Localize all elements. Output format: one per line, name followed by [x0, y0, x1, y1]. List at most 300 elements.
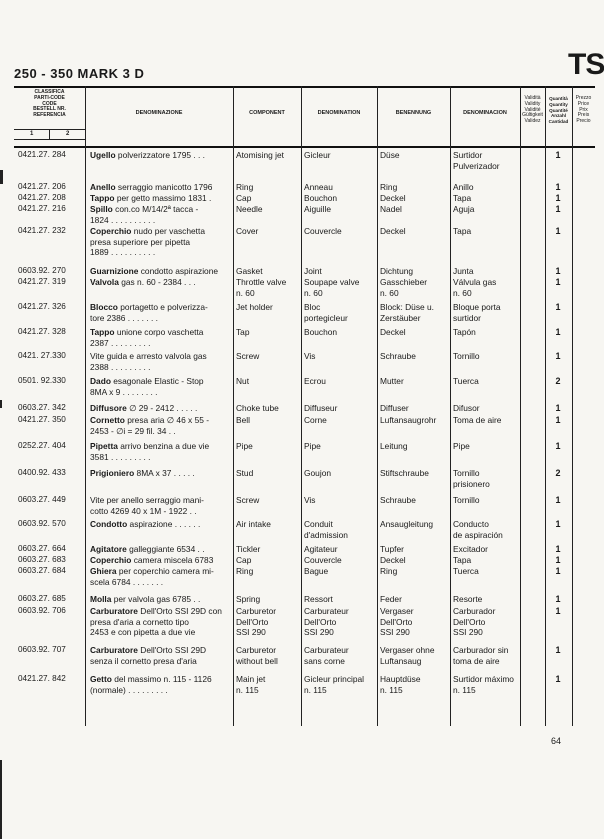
description-text: presa aria ∅ 46 x 55 - — [124, 415, 209, 425]
french-denomination: Corne — [304, 415, 327, 425]
quantity: 1 — [555, 519, 561, 529]
part-code: 0501. 92.330 — [18, 376, 66, 385]
part-name: Pipetta — [90, 441, 118, 451]
quantity: 1 — [555, 266, 561, 276]
german-benennung: Ansaugleitung — [380, 519, 434, 529]
part-name: Carburatore — [90, 606, 138, 616]
italian-description — [90, 544, 205, 555]
german-benennung: SSI 290 — [380, 627, 410, 637]
description-text: nudo per vaschetta — [131, 226, 205, 236]
english-component: Pipe — [236, 441, 253, 451]
french-denomination: Goujon — [304, 468, 332, 478]
french-denomination: Ecrou — [304, 376, 326, 386]
french-denomination: Bouchon — [304, 193, 338, 203]
english-component: n. 60 — [236, 287, 255, 298]
spanish-denominacion: Pulverizador — [453, 160, 500, 171]
part-name: Tappo — [90, 327, 115, 337]
italian-description — [90, 555, 213, 566]
part-name: Agitatore — [90, 544, 127, 554]
french-denomination: Vis — [304, 351, 316, 361]
description-text: 2453 e con pipetta a due vie — [90, 627, 196, 637]
left-edge-binding-mark — [0, 170, 3, 184]
quantity-column-header: Quantità Quantity Quantité Anzahl Cantidad — [548, 96, 569, 125]
german-benennung: Leitung — [380, 441, 408, 451]
section-corner-mark: TS — [568, 48, 604, 81]
part-name: Coperchio — [90, 555, 132, 565]
quantity: 1 — [555, 403, 561, 413]
part-code: 0421.27. 350 — [18, 415, 66, 424]
french-denomination: Agitateur — [304, 544, 338, 554]
quantity: 1 — [555, 544, 561, 554]
part-name: Anello — [90, 182, 116, 192]
german-benennung: Luftansaugrohr — [380, 415, 437, 425]
description-text: (normale) . . . . . . . . . — [90, 684, 168, 695]
page-title: 250 - 350 MARK 3 D — [14, 66, 145, 81]
part-name: Guarnizione — [90, 266, 139, 276]
description-text: 8MA x 37 . . . . . — [134, 468, 195, 478]
description-text: Vite guida e arresto valvola gas — [90, 351, 207, 361]
english-component: Throttle valve — [236, 277, 287, 287]
french-denomination: portegicleur — [304, 312, 348, 323]
description-text: per getto massimo 1831 . — [114, 193, 212, 203]
german-benennung: Ring — [380, 566, 398, 576]
spanish-denominacion: surtidor — [453, 312, 481, 323]
quantity: 1 — [555, 566, 561, 576]
part-code: 0603.27. 684 — [18, 566, 66, 575]
quantity: 1 — [555, 606, 561, 616]
description-text: scela 6784 . . . . . . . — [90, 576, 164, 587]
english-component: Screw — [236, 351, 260, 361]
part-code: 0603.27. 449 — [18, 495, 66, 504]
italian-description — [90, 182, 212, 193]
french-denomination: Carburateur — [304, 645, 349, 655]
column-divider — [545, 86, 546, 726]
spanish-denominacion: Junta — [453, 266, 474, 276]
quantity: 2 — [555, 468, 561, 478]
description-text: con.co M/14/2ª tacca - — [112, 204, 199, 214]
quantity: 1 — [555, 495, 561, 505]
italian-description — [90, 266, 218, 277]
denomination-column-header: DENOMINATION — [317, 110, 361, 116]
english-component: Screw — [236, 495, 260, 505]
description-text: 1889 . . . . . . . . . . — [90, 247, 156, 257]
spanish-denominacion: Tornillo — [453, 495, 480, 505]
part-code: 0421.27. 216 — [18, 204, 66, 213]
english-component: Atomising jet — [236, 150, 284, 160]
part-code: 0400.92. 433 — [18, 468, 66, 477]
french-denomination: Bouchon — [304, 327, 338, 337]
description-text: del massimo n. 115 - 1126 — [111, 674, 212, 684]
italian-description — [90, 215, 155, 226]
italian-description — [90, 685, 168, 696]
code-subcolumn-2: 2 — [66, 131, 70, 137]
english-component: n. 115 — [236, 684, 259, 695]
french-denomination: Dell'Orto — [304, 616, 337, 627]
french-denomination: Couvercle — [304, 226, 342, 236]
column-divider — [572, 86, 573, 726]
german-benennung: Düse — [380, 150, 400, 160]
french-denomination: Soupape valve — [304, 277, 360, 287]
italian-description — [90, 566, 214, 577]
description-text: 2387 . . . . . . . . . — [90, 337, 151, 348]
quantity: 1 — [555, 327, 561, 337]
part-code: 0603.27. 683 — [18, 555, 66, 564]
description-text: presa d'aria a cornetto tipo — [90, 616, 189, 627]
left-edge-binding-mark — [0, 760, 2, 839]
english-component: Cover — [236, 226, 259, 236]
italian-description — [90, 403, 197, 414]
french-denomination: d'admission — [304, 529, 348, 540]
description-text: arrivo benzina a due vie — [117, 441, 210, 451]
spanish-denominacion: n. 115 — [453, 684, 476, 695]
column-divider — [450, 86, 451, 726]
description-text: 2453 - ∅i = 29 fil. 34 . . — [90, 425, 176, 436]
part-code: 0421.27. 284 — [18, 150, 66, 159]
french-denomination: Bloc — [304, 302, 321, 312]
description-text: Dell'Orto SSI 29D — [137, 645, 207, 655]
spanish-denominacion: Surtidor máximo — [453, 674, 514, 684]
quantity: 1 — [555, 193, 561, 203]
quantity: 1 — [555, 351, 561, 361]
spanish-denominacion: Tapón — [453, 327, 476, 337]
description-text: esagonale Elastic - Stop — [110, 376, 204, 386]
french-denomination: Anneau — [304, 182, 333, 192]
spanish-denominacion: Difusor — [453, 403, 480, 413]
part-code: 0421.27. 319 — [18, 277, 66, 286]
italian-description — [90, 594, 200, 605]
italian-description — [90, 338, 151, 349]
description-text: per coperchio camera mi- — [116, 566, 214, 576]
french-denomination: Gicleur — [304, 150, 331, 160]
description-text: unione corpo vaschetta — [114, 327, 204, 337]
component-column-header: COMPONENT — [249, 110, 285, 116]
description-text: condotto aspirazione — [138, 266, 219, 276]
part-name: Coperchio — [90, 226, 132, 236]
italian-description — [90, 452, 151, 463]
description-text: 3581 . . . . . . . . . — [90, 451, 151, 462]
spanish-denominacion: toma de aire — [453, 655, 500, 666]
italian-description — [90, 617, 189, 628]
description-text: Vite per anello serraggio mani- — [90, 495, 204, 505]
spanish-denominacion: Tapa — [453, 193, 472, 203]
german-benennung: Tupfer — [380, 544, 404, 554]
description-text: polverizzatore 1795 . . . — [115, 150, 205, 160]
description-text: 8MA x 9 . . . . . . . . — [90, 386, 158, 397]
italian-description — [90, 645, 206, 656]
english-component: without bell — [236, 655, 278, 666]
spanish-denominacion: Tuerca — [453, 376, 479, 386]
german-benennung: Stiftschraube — [380, 468, 429, 478]
english-component: Dell'Orto — [236, 616, 269, 627]
spanish-denominacion: Aguja — [453, 204, 475, 214]
description-text: cotto 4269 40 x 1M - 1922 . . — [90, 505, 197, 516]
denominacion-column-header: DENOMINACION — [463, 110, 507, 116]
german-benennung: Vergaser — [380, 606, 414, 616]
part-code: 0252.27. 404 — [18, 441, 66, 450]
price-column-header: Prezzo Price Prix Preis Precio — [575, 95, 592, 125]
part-code: 0421.27. 208 — [18, 193, 66, 202]
description-text: serraggio manicotto 1796 — [115, 182, 213, 192]
spanish-denominacion: Bloque porta — [453, 302, 501, 312]
english-component: Carburetor — [236, 606, 277, 616]
column-divider — [301, 86, 302, 726]
english-component: Cap — [236, 555, 252, 565]
italian-description — [90, 226, 205, 237]
german-benennung: Mutter — [380, 376, 404, 386]
quantity: 1 — [555, 441, 561, 451]
spanish-denominacion: Toma de aire — [453, 415, 502, 425]
part-code: 0421.27. 206 — [18, 182, 66, 191]
french-denomination: Carburateur — [304, 606, 349, 616]
quantity: 1 — [555, 674, 561, 684]
german-benennung: Zerstäuber — [380, 312, 421, 323]
part-code: 0603.92. 706 — [18, 606, 66, 615]
english-component: Needle — [236, 204, 263, 214]
italian-description — [90, 150, 205, 161]
table-top-rule — [14, 86, 595, 88]
part-name: Condotto — [90, 519, 128, 529]
quantity: 1 — [555, 150, 561, 160]
quantity: 1 — [555, 645, 561, 655]
spanish-denominacion: Tornillo — [453, 351, 480, 361]
spanish-denominacion: Tornillo — [453, 468, 480, 478]
part-name: Getto — [90, 674, 112, 684]
spanish-denominacion: SSI 290 — [453, 627, 483, 637]
description-text: 2388 . . . . . . . . . — [90, 361, 151, 372]
german-benennung: Schraube — [380, 495, 416, 505]
part-code: 0421.27. 328 — [18, 327, 66, 336]
french-denomination: Pipe — [304, 441, 321, 451]
spanish-denominacion: Carburador sin — [453, 645, 509, 655]
quantity: 1 — [555, 182, 561, 192]
quantity: 1 — [555, 555, 561, 565]
description-text: gas n. 60 - 2384 . . . — [118, 277, 196, 287]
description-text: per valvola gas 6785 . . — [111, 594, 201, 604]
description-text: Dell'Orto SSI 29D con — [137, 606, 222, 616]
description-text: ∅ 29 - 2412 . . . . . — [126, 403, 198, 413]
italian-description — [90, 426, 176, 437]
quantity: 1 — [555, 204, 561, 214]
description-text: portagetto e polverizza- — [117, 302, 208, 312]
quantity: 1 — [555, 594, 561, 604]
english-component: Nut — [236, 376, 250, 386]
description-text: presa superiore per pipetta — [90, 236, 191, 247]
french-denomination: Ressort — [304, 594, 333, 604]
italian-description — [90, 237, 190, 248]
english-component: Choke tube — [236, 403, 279, 413]
spanish-denominacion: Resorte — [453, 594, 483, 604]
italian-description — [90, 506, 197, 517]
part-code: 0603.27. 685 — [18, 594, 66, 603]
code-subcolumn-1: 1 — [30, 131, 34, 137]
german-benennung: Hauptdüse — [380, 674, 421, 684]
column-divider — [233, 86, 234, 726]
part-name: Tappo — [90, 193, 115, 203]
part-name: Prigioniero — [90, 468, 135, 478]
french-denomination: Conduit — [304, 519, 333, 529]
italian-description — [90, 247, 155, 258]
german-benennung: n. 115 — [380, 684, 403, 695]
column-divider — [377, 86, 378, 726]
spanish-denominacion: de aspiración — [453, 529, 503, 540]
spanish-denominacion: Conducto — [453, 519, 489, 529]
spanish-denominacion: Anillo — [453, 182, 474, 192]
quantity: 1 — [555, 277, 561, 287]
part-code: 0421.27. 232 — [18, 226, 66, 235]
quantity: 1 — [555, 226, 561, 236]
english-component: Jet holder — [236, 302, 273, 312]
french-denomination: Joint — [304, 266, 322, 276]
german-benennung: Nadel — [380, 204, 402, 214]
description-text: galleggiante 6534 . . — [126, 544, 205, 554]
french-denomination: SSI 290 — [304, 627, 334, 637]
part-name: Ugello — [90, 150, 116, 160]
german-benennung: Feder — [380, 594, 402, 604]
german-benennung: Diffuser — [380, 403, 409, 413]
description-text: camera miscela 6783 — [131, 555, 214, 565]
french-denomination: sans corne — [304, 655, 345, 666]
part-code: 0421. 27.330 — [18, 351, 66, 360]
italian-description — [90, 656, 197, 667]
english-component: Spring — [236, 594, 261, 604]
code-subcolumn-box — [14, 129, 85, 140]
german-benennung: Deckel — [380, 555, 406, 565]
quantity: 1 — [555, 302, 561, 312]
english-component: Ring — [236, 566, 254, 576]
french-denomination: Vis — [304, 495, 316, 505]
part-name: Cornetto — [90, 415, 125, 425]
german-benennung: n. 60 — [380, 287, 399, 298]
italian-description — [90, 577, 163, 588]
benennung-column-header: BENENNUNG — [395, 110, 432, 116]
italian-description — [90, 519, 200, 530]
italian-description — [90, 313, 158, 324]
part-code: 0421.27. 842 — [18, 674, 66, 683]
italian-description — [90, 327, 203, 338]
part-code: 0603.27. 664 — [18, 544, 66, 553]
german-benennung: Schraube — [380, 351, 416, 361]
english-component: Bell — [236, 415, 250, 425]
italian-description — [90, 376, 204, 387]
italian-description — [90, 468, 195, 479]
part-name: Spillo — [90, 204, 113, 214]
italian-description — [90, 415, 209, 426]
quantity: 1 — [555, 415, 561, 425]
german-benennung: Dichtung — [380, 266, 414, 276]
italian-description — [90, 495, 204, 506]
german-benennung: Ring — [380, 182, 398, 192]
part-code: 0603.92. 270 — [18, 266, 66, 275]
english-component: Air intake — [236, 519, 271, 529]
italian-description — [90, 362, 151, 373]
german-benennung: Deckel — [380, 327, 406, 337]
italian-description — [90, 387, 158, 398]
spanish-denominacion: Excitador — [453, 544, 488, 554]
column-divider — [85, 86, 86, 726]
part-code: 0603.92. 570 — [18, 519, 66, 528]
description-text: aspirazione . . . . . . — [127, 519, 201, 529]
left-edge-binding-mark — [0, 400, 2, 408]
french-denomination: Bague — [304, 566, 329, 576]
french-denomination: Gicleur principal — [304, 674, 365, 684]
spanish-denominacion: Tapa — [453, 555, 472, 565]
denominazione-column-header: DENOMINAZIONE — [135, 110, 183, 116]
spanish-denominacion: n. 60 — [453, 287, 472, 298]
french-denomination: Couvercle — [304, 555, 342, 565]
french-denomination: n. 60 — [304, 287, 323, 298]
spanish-denominacion: Surtidor — [453, 150, 483, 160]
part-name: Carburatore — [90, 645, 138, 655]
italian-description — [90, 606, 222, 617]
german-benennung: Deckel — [380, 226, 406, 236]
german-benennung: Luftansaug — [380, 655, 422, 666]
parts-table — [14, 86, 595, 726]
english-component: Tickler — [236, 544, 261, 554]
spanish-denominacion: Tapa — [453, 226, 472, 236]
quantity: 2 — [555, 376, 561, 386]
description-text: tore 2386 . . . . . . . — [90, 312, 158, 323]
german-benennung: Gasschieber — [380, 277, 428, 287]
spanish-denominacion: Tuerca — [453, 566, 479, 576]
description-text: senza il cornetto presa d'aria — [90, 655, 197, 666]
english-component: Main jet — [236, 674, 266, 684]
part-name: Blocco — [90, 302, 118, 312]
page-number: 64 — [551, 736, 562, 746]
english-component: SSI 290 — [236, 627, 266, 637]
english-component: Gasket — [236, 266, 263, 276]
italian-description — [90, 351, 207, 362]
german-benennung: Deckel — [380, 193, 406, 203]
part-name: Ghiera — [90, 566, 117, 576]
english-component: Stud — [236, 468, 254, 478]
german-benennung: Dell'Orto — [380, 616, 413, 627]
english-component: Cap — [236, 193, 252, 203]
column-divider — [520, 86, 521, 726]
part-name: Dado — [90, 376, 111, 386]
italian-description — [90, 302, 208, 313]
french-denomination: n. 115 — [304, 684, 327, 695]
italian-description — [90, 204, 198, 215]
part-code: 0421.27. 326 — [18, 302, 66, 311]
french-denomination: Aiguille — [304, 204, 332, 214]
spanish-denominacion: prisionero — [453, 478, 490, 489]
part-code: 0603.92. 707 — [18, 645, 66, 654]
german-benennung: Block: Düse u. — [380, 302, 434, 312]
italian-description — [90, 193, 211, 204]
spanish-denominacion: Pipe — [453, 441, 470, 451]
german-benennung: Vergaser ohne — [380, 645, 435, 655]
italian-description — [90, 627, 195, 638]
part-name: Diffusore — [90, 403, 127, 413]
part-name: Molla — [90, 594, 112, 604]
code-column-header: CLASSIFICA PARTI-CODE CODE BESTELL NR. REFERENCIA — [33, 89, 66, 119]
spanish-denominacion: Válvula gas — [453, 277, 497, 287]
header-bottom-rule — [14, 146, 595, 148]
spanish-denominacion: Dell'Orto — [453, 616, 486, 627]
validity-column-header: Validità Validity Validité Gültigkeit Validez — [522, 95, 543, 125]
english-component: Ring — [236, 182, 254, 192]
part-name: Valvola — [90, 277, 119, 287]
part-code: 0603.27. 342 — [18, 403, 66, 412]
description-text: 1824 . . . . . . . . . . — [90, 214, 156, 225]
english-component: Carburetor — [236, 645, 277, 655]
italian-description — [90, 441, 209, 452]
english-component: Tap — [236, 327, 250, 337]
italian-description — [90, 674, 212, 685]
italian-description — [90, 277, 196, 288]
french-denomination: Diffuseur — [304, 403, 338, 413]
spanish-denominacion: Carburador — [453, 606, 496, 616]
